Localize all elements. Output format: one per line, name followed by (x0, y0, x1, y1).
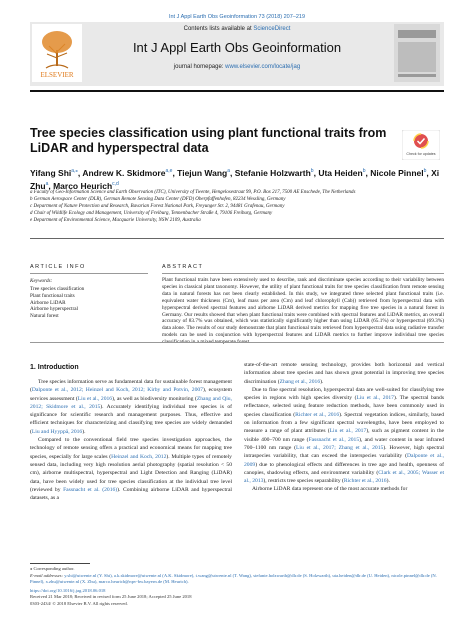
body-paragraph (30, 436, 232, 502)
doi-link[interactable]: https://doi.org/10.1016/j.jag.2018.06.018 (30, 587, 106, 593)
keywords-label: Keywords: (30, 278, 53, 284)
keyword-item: Airborne hyperspectral (30, 306, 78, 313)
body-text: ). Multiple types of remotely sensed data, including very high resolution aerial photography (spatial resolution < 50 cm), airborne multispectral, hyperspectral and Light Detection and Ranging (LiDAR) data, have been widely used for tree species classification at the individual tree level (reviewed by (30, 453, 232, 493)
citation-link[interactable]: Liu et al., 2017 (356, 395, 394, 402)
body-text: ). (82, 428, 86, 435)
affiliation-item: c Department of Nature Protection and Research, Bavarian Forest National Park, Freyunger Str. 2, 94481 Grafenau, Germany (30, 204, 285, 209)
body-text: ). Combining airborne LiDAR and hyperspectral datasets, as a (30, 486, 232, 502)
citation-link[interactable]: Liu et al., 2016 (77, 395, 113, 402)
affiliation-rule (30, 238, 444, 239)
body-text: ). (386, 478, 390, 485)
citation-link[interactable]: Richter et al., 2016 (343, 478, 387, 485)
body-text: Tree species information serve as fundamental data for sustainable forest management ( (30, 379, 232, 394)
body-text: ), and water content in near infrared 700–1100 nm range ( (244, 436, 444, 451)
author-affiliation-marker[interactable]: a,⁎ (71, 168, 78, 174)
article-title: Tree species classification using plant functional traits from LiDAR and hyperspectral data (30, 126, 387, 155)
author-affiliation-marker[interactable]: c,d (112, 181, 119, 188)
citation-link[interactable]: Richter et al., 2016 (295, 411, 340, 418)
author-name[interactable]: Xi Zhu (30, 167, 440, 192)
crossmark-icon[interactable] (402, 130, 440, 160)
author-separator: , (365, 167, 371, 178)
affiliation-item: d Chair of Wildlife Ecology and Management, University of Freiburg, Tennenbacher Straße 4, 79106 Freiburg, Germany (30, 211, 273, 216)
citation-link[interactable]: Liu et al., 2017 (329, 428, 367, 435)
author-name[interactable]: Marco Heurich (53, 181, 113, 192)
citation-link[interactable]: Zhang and Qiu, 2012; Skidmore et al., 2015 (30, 395, 232, 410)
author-name[interactable]: Tiejun Wang (177, 167, 228, 178)
affiliation-item: a Faculty of Geo-Information Science and Earth Observation (ITC), University of Twente, Hengelosestraat 99, P.O. Box 217, 7500 AE Enschede, The Netherlands (30, 190, 356, 195)
keyword-item: Plant functional traits (30, 292, 75, 299)
affiliations (30, 189, 444, 224)
body-text: ) due to phenological effects and differences in tree age and health, openness of canopies, shadowing effects, and environment variability ( (244, 461, 444, 476)
body-text: ), as well as biodiversity monitoring ( (112, 395, 197, 402)
author-affiliation-marker[interactable]: b (310, 168, 314, 174)
citation-link[interactable]: Heinzel and Koch, 2012 (111, 453, 167, 460)
citation-link[interactable]: Fassnacht et al. (2016) (63, 486, 118, 493)
body-text: Airborne LiDAR data represent one of the most accurate methods for (252, 486, 408, 493)
footnotes (30, 566, 444, 608)
corresponding-author-note: ⁎ Corresponding author. (30, 566, 75, 571)
body-text: ), such as pigment content in the visible 400–700 nm range ( (244, 428, 444, 443)
journal-title: Int J Appl Earth Obs Geoinformation (132, 40, 342, 55)
citation-link[interactable]: Liu et al., 2017; Zhang et al., 2015 (296, 444, 384, 451)
header-rule (30, 90, 444, 92)
body-text: ), restricts tree species separability ( (263, 478, 344, 485)
author-separator: , (230, 167, 235, 178)
body-paragraph (244, 361, 444, 386)
article-info-rule (30, 273, 148, 274)
author-name[interactable]: Nicole Pinnel (370, 167, 424, 178)
homepage-prefix: journal homepage: (173, 64, 226, 70)
body-text: ). The spectral bands reflectance, selected using feature reduction methods, have been commonly used in species classification ( (244, 395, 444, 418)
author-affiliation-marker[interactable]: a (227, 168, 231, 174)
body-paragraph (244, 386, 444, 486)
body-paragraph (30, 378, 232, 436)
keyword-item: Natural forest (30, 313, 59, 320)
affiliation-item: e Department of Environmental Science, Macquarie University, NSW 2109, Australia (30, 218, 201, 223)
elsevier-wordmark: ELSEVIER (40, 71, 74, 79)
author-name[interactable]: Stefanie Holzwarth (234, 167, 311, 178)
article-info-heading: ARTICLE INFO (30, 264, 86, 270)
journal-cover-image (394, 24, 440, 82)
body-paragraph (244, 485, 444, 493)
abstract-rule (162, 273, 444, 274)
journal-citation: Int J Appl Earth Obs Geoinformation 73 (2018) 207–219 (168, 14, 306, 20)
body-text: Compared to the conventional field tree species investigation approaches, the technology of remote sensing offers a practical and economical means for mapping tree species, especially for large scales ( (30, 437, 232, 460)
email-note (30, 573, 444, 586)
body-text: Due to fine spectral resolution, hyperspectral data are well-suited for classifying tree species in regions with high species diversity ( (244, 386, 444, 402)
citation-link[interactable]: Dalponte et al., 2012; Heinzel and Koch, 2012; Kirby and Potvin, 2007 (31, 387, 203, 394)
body-text: ). However, high spectral intraspecies variability, that can exceed the interspecies variability ( (244, 444, 444, 460)
author-separator: , (426, 167, 432, 178)
body-text: ). Spectral vegetation indices, similarly, based on information from a few significant spectral wavelengths, have been employed to measure a range of plant attributes ( (244, 411, 445, 435)
abstract-end-rule (30, 342, 444, 343)
contents-prefix: Contents lists available at (183, 26, 254, 32)
author-affiliation-marker[interactable]: a,e (165, 168, 173, 174)
abstract-heading: ABSTRACT (162, 264, 204, 270)
abstract-text: Plant functional traits have been extensively used to describe, rank and discriminate species according to their variability between species in classical plant taxonomy. However, the utility of plant functional traits for tree species classification from remote sensing data in natural forests has not been clearly established. In this study, we integrated three selected plant functional traits (i.e. equivalent water thickness (Cm), leaf mass per area (Cm) and leaf chlorophyll (Cab)) retrieved from hyperspectral data with hyperspectral derived spectral features and airborne LiDAR derived metrics for mapping five tree species in a natural forest in Germany. Our results showed that when plant functional traits were combined with spectral features and LiDAR metrics, an overall accuracy of 83.7% was obtained, which was statistically significantly higher than using LiDAR (65.1%) or hyperspectral (69.3%) data alone. The results of our study demonstrate that plant functional traits retrieved from hyperspectral data using radiative transfer models can be used in conjunction with hyperspectral features and LiDAR metrics to further improve individual tree species (162, 277, 444, 339)
body-text: state-of-the-art remote sensing technology, provides both horizontal and vertical information about tree species and has shown great potential in improving tree species discrimination ( (244, 362, 444, 385)
citation-link[interactable]: Fassnacht et al., 2015 (308, 436, 360, 443)
citation-link[interactable]: Zhang et al., 2016 (279, 378, 321, 385)
affiliation-item: b German Aerospace Center (DLR), German Remote Sensing Data Center (DFD) Oberpfaffenhofen, 82234 Wessling, Germany (30, 197, 286, 202)
author-affiliation-marker[interactable]: b (362, 168, 366, 174)
section-heading-introduction: 1. Introduction (30, 364, 79, 371)
body-text: ), ecosystem services assessment ( (30, 387, 232, 402)
author-name[interactable]: Yifang Shi (30, 167, 72, 178)
keyword-item: Airborne LiDAR (30, 299, 66, 306)
citation-link[interactable]: Clark et al., 2005; Wasser et al., 2013 (244, 469, 444, 485)
crossmark-label: Check for updates (406, 152, 436, 156)
email-addresses[interactable]: y.shi@utwente.nl (Y. Shi), a.k.skidmore@utwente.nl (A.K. Skidmore), t.wang@utwente.nl (T. Wang), stefanie.holzwarth@dlr.de (S. Holzwarth), uta.heiden@dlr.de (U. Heiden), nicole.pinnel@dlr.de (N. Pinnel), x.zhu@utwente.nl (X. Zhu), marco.heurich@npv-bw.bayern.de (M. Heurich). (30, 572, 437, 585)
citation-link[interactable]: Liu and Hyyppä, 2016 (31, 428, 83, 435)
author-affiliation-marker[interactable]: b (423, 168, 427, 174)
author-separator: , (172, 167, 178, 178)
body-text: ). (320, 378, 324, 385)
intro-left-column (30, 378, 232, 502)
author-affiliation-marker[interactable]: a (45, 181, 49, 188)
intro-right-column (244, 361, 444, 494)
author-separator: , (313, 167, 319, 178)
citation-link[interactable]: Dalponte et al., 2009 (244, 453, 444, 468)
issn-copyright: 0303-2434/ © 2018 Elsevier B.V. All rights reserved. (30, 600, 128, 606)
author-separator: , (48, 181, 54, 192)
keyword-item: Tree species classification (30, 286, 85, 292)
footnote-rule (30, 563, 90, 564)
author-name[interactable]: Uta Heiden (318, 167, 363, 178)
body-text: ). Accurately identifying individual tree species is of significance for scientific research and management purposes. Thus, effective and efficient techniques for characterizing and classifying tree species are widely demanded ( (30, 403, 232, 435)
received-dates: Received 21 Mar 2018; Received in revised form 25 June 2018; Accepted 25 June 2018 (30, 594, 192, 600)
email-label: E-mail addresses: (30, 572, 65, 578)
keywords-list (30, 286, 148, 320)
homepage-link[interactable]: www.elsevier.com/locate/jag (225, 64, 301, 70)
author-name[interactable]: Andrew K. Skidmore (82, 167, 166, 178)
sciencedirect-link[interactable]: ScienceDirect (253, 26, 291, 32)
author-separator: , (77, 167, 83, 178)
